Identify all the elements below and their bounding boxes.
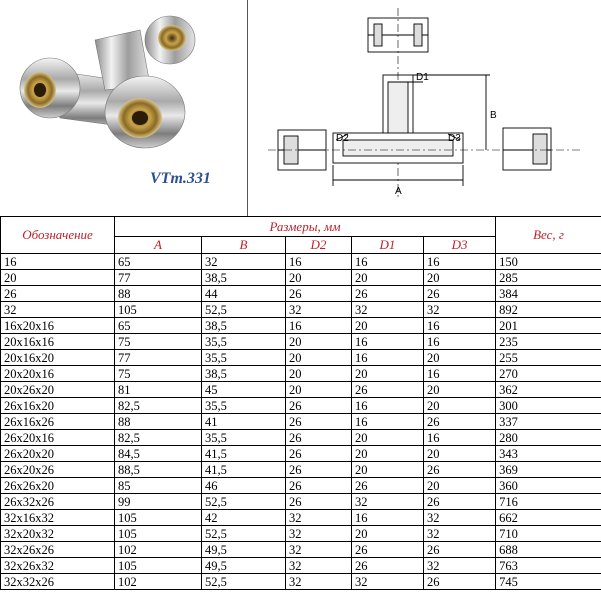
table-cell: 20 [424,446,496,462]
table-cell: 49,5 [202,558,286,574]
table-cell: 26 [286,446,352,462]
table-cell: 26 [424,414,496,430]
table-cell: 20 [424,382,496,398]
table-cell: 52,5 [202,302,286,318]
table-cell: 32 [1,302,115,318]
table-row [1,270,601,286]
table-cell: 32x26x26 [1,542,115,558]
table-row [1,430,601,446]
table-cell: 32x20x32 [1,526,115,542]
table-row [1,254,601,270]
table-cell: 688 [496,542,601,558]
table-row [1,446,601,462]
table-cell: 20 [352,318,424,334]
technical-drawing [248,0,601,216]
table-cell: 26 [352,558,424,574]
table-row [1,510,601,526]
table-cell: 20 [424,270,496,286]
label-d2: D2 [336,133,349,144]
table-cell: 280 [496,430,601,446]
table-cell: 38,5 [202,270,286,286]
table-cell: 20x16x20 [1,350,115,366]
table-cell: 105 [115,558,202,574]
table-body [1,254,601,590]
table-cell: 77 [115,270,202,286]
table-cell: 20 [424,350,496,366]
table-cell: 201 [496,318,601,334]
table-cell: 235 [496,334,601,350]
table-cell: 892 [496,302,601,318]
table-cell: 32 [286,526,352,542]
table-cell: 26 [424,286,496,302]
table-cell: 26x20x20 [1,446,115,462]
table-cell: 26 [352,286,424,302]
table-row [1,286,601,302]
table-cell: 105 [115,526,202,542]
table-cell: 26x26x20 [1,478,115,494]
table-cell: 32 [352,574,424,590]
table-cell: 82,5 [115,430,202,446]
table-cell: 32 [286,510,352,526]
table-cell: 16x20x16 [1,318,115,334]
table-cell: 32x32x26 [1,574,115,590]
table-cell: 285 [496,270,601,286]
table-cell: 32x26x32 [1,558,115,574]
table-row [1,574,601,590]
table-cell: 26x32x26 [1,494,115,510]
table-cell: 77 [115,350,202,366]
table-cell: 20x20x16 [1,366,115,382]
table-row [1,414,601,430]
table-cell: 26 [286,286,352,302]
table-cell: 41 [202,414,286,430]
table-cell: 49,5 [202,542,286,558]
table-cell: 300 [496,398,601,414]
table-cell: 16 [352,334,424,350]
table-cell: 16 [1,254,115,270]
table-cell: 20x26x20 [1,382,115,398]
label-b: B [490,110,497,121]
header-sizes: Размеры, мм [115,217,496,237]
table-cell: 88 [115,414,202,430]
table-cell: 32 [352,302,424,318]
table-cell: 99 [115,494,202,510]
table-cell: 26 [1,286,115,302]
table-cell: 16 [424,318,496,334]
table-cell: 26 [424,494,496,510]
table-cell: 26x20x16 [1,430,115,446]
table-cell: 20 [286,350,352,366]
table-row [1,526,601,542]
product-header [0,0,601,216]
table-cell: 20x16x16 [1,334,115,350]
table-cell: 26 [286,398,352,414]
table-cell: 26 [286,414,352,430]
table-cell: 20 [352,526,424,542]
table-row [1,462,601,478]
table-cell: 16 [352,510,424,526]
table-cell: 81 [115,382,202,398]
table-row [1,494,601,510]
table-cell: 46 [202,478,286,494]
table-cell: 105 [115,302,202,318]
table-cell: 20 [286,270,352,286]
table-cell: 102 [115,542,202,558]
table-cell: 84,5 [115,446,202,462]
table-cell: 26 [424,462,496,478]
table-row [1,318,601,334]
table-cell: 26x16x26 [1,414,115,430]
table-cell: 65 [115,318,202,334]
table-cell: 32 [424,302,496,318]
table-cell: 32 [352,494,424,510]
technical-drawing-panel [248,0,601,216]
table-cell: 38,5 [202,318,286,334]
table-cell: 41,5 [202,462,286,478]
table-row [1,350,601,366]
table-cell: 20 [352,430,424,446]
header-col-d2: D2 [286,237,352,254]
header-col-d1: D1 [352,237,424,254]
table-cell: 45 [202,382,286,398]
table-cell: 88,5 [115,462,202,478]
table-cell: 52,5 [202,526,286,542]
table-cell: 105 [115,510,202,526]
table-row [1,478,601,494]
table-cell: 44 [202,286,286,302]
label-d1: D1 [416,72,429,83]
table-cell: 270 [496,366,601,382]
table-cell: 20 [1,270,115,286]
table-cell: 150 [496,254,601,270]
table-cell: 35,5 [202,398,286,414]
table-cell: 16 [424,254,496,270]
table-row [1,382,601,398]
label-a: A [395,186,402,197]
table-cell: 369 [496,462,601,478]
table-cell: 32 [202,254,286,270]
table-cell: 65 [115,254,202,270]
table-row [1,558,601,574]
table-cell: 32 [424,510,496,526]
table-cell: 32 [286,302,352,318]
table-cell: 35,5 [202,350,286,366]
table-cell: 255 [496,350,601,366]
table-cell: 41,5 [202,446,286,462]
table-cell: 32 [286,574,352,590]
table-cell: 26 [286,430,352,446]
table-cell: 26 [352,478,424,494]
table-cell: 16 [286,254,352,270]
table-cell: 102 [115,574,202,590]
table-cell: 38,5 [202,366,286,382]
table-cell: 16 [424,366,496,382]
table-cell: 20 [424,478,496,494]
table-row [1,302,601,318]
table-cell: 88 [115,286,202,302]
table-cell: 20 [286,334,352,350]
table-cell: 26 [352,382,424,398]
table-cell: 20 [352,270,424,286]
table-cell: 16 [352,398,424,414]
table-cell: 662 [496,510,601,526]
table-cell: 360 [496,478,601,494]
product-code-caption: VTm.331 [150,170,211,187]
header-col-d3: D3 [424,237,496,254]
table-cell: 20 [352,446,424,462]
table-cell: 16 [352,414,424,430]
table-cell: 745 [496,574,601,590]
table-row [1,398,601,414]
table-cell: 32x16x32 [1,510,115,526]
table-cell: 20 [286,366,352,382]
table-cell: 26x16x20 [1,398,115,414]
table-cell: 85 [115,478,202,494]
table-cell: 20 [352,366,424,382]
table-cell: 82,5 [115,398,202,414]
header-weight: Вес, г [496,217,601,254]
header-designation: Обозначение [1,217,115,254]
table-cell: 26 [424,574,496,590]
table-cell: 20 [424,398,496,414]
table-cell: 20 [352,462,424,478]
header-col-b: B [202,237,286,254]
table-cell: 26 [424,542,496,558]
table-cell: 52,5 [202,574,286,590]
table-cell: 710 [496,526,601,542]
table-row [1,366,601,382]
table-cell: 32 [424,526,496,542]
table-cell: 52,5 [202,494,286,510]
label-d3: D3 [448,133,461,144]
table-cell: 26 [352,542,424,558]
table-row [1,542,601,558]
table-header-row [1,217,601,237]
table-cell: 32 [286,542,352,558]
table-cell: 32 [286,558,352,574]
table-cell: 716 [496,494,601,510]
specification-table [0,216,601,590]
table-cell: 16 [286,318,352,334]
table-cell: 35,5 [202,430,286,446]
table-cell: 42 [202,510,286,526]
table-cell: 16 [352,350,424,366]
table-cell: 763 [496,558,601,574]
header-col-a: A [115,237,202,254]
table-cell: 35,5 [202,334,286,350]
table-cell: 32 [424,558,496,574]
table-cell: 16 [424,430,496,446]
table-cell: 26 [286,478,352,494]
table-cell: 75 [115,366,202,382]
table-cell: 75 [115,334,202,350]
table-cell: 26 [286,462,352,478]
table-cell: 26 [286,494,352,510]
product-photo-panel [0,0,248,216]
table-cell: 16 [424,334,496,350]
table-cell: 362 [496,382,601,398]
table-cell: 16 [352,254,424,270]
table-row [1,334,601,350]
table-cell: 384 [496,286,601,302]
table-cell: 337 [496,414,601,430]
table-cell: 26x20x26 [1,462,115,478]
table-cell: 343 [496,446,601,462]
table-cell: 20 [286,382,352,398]
